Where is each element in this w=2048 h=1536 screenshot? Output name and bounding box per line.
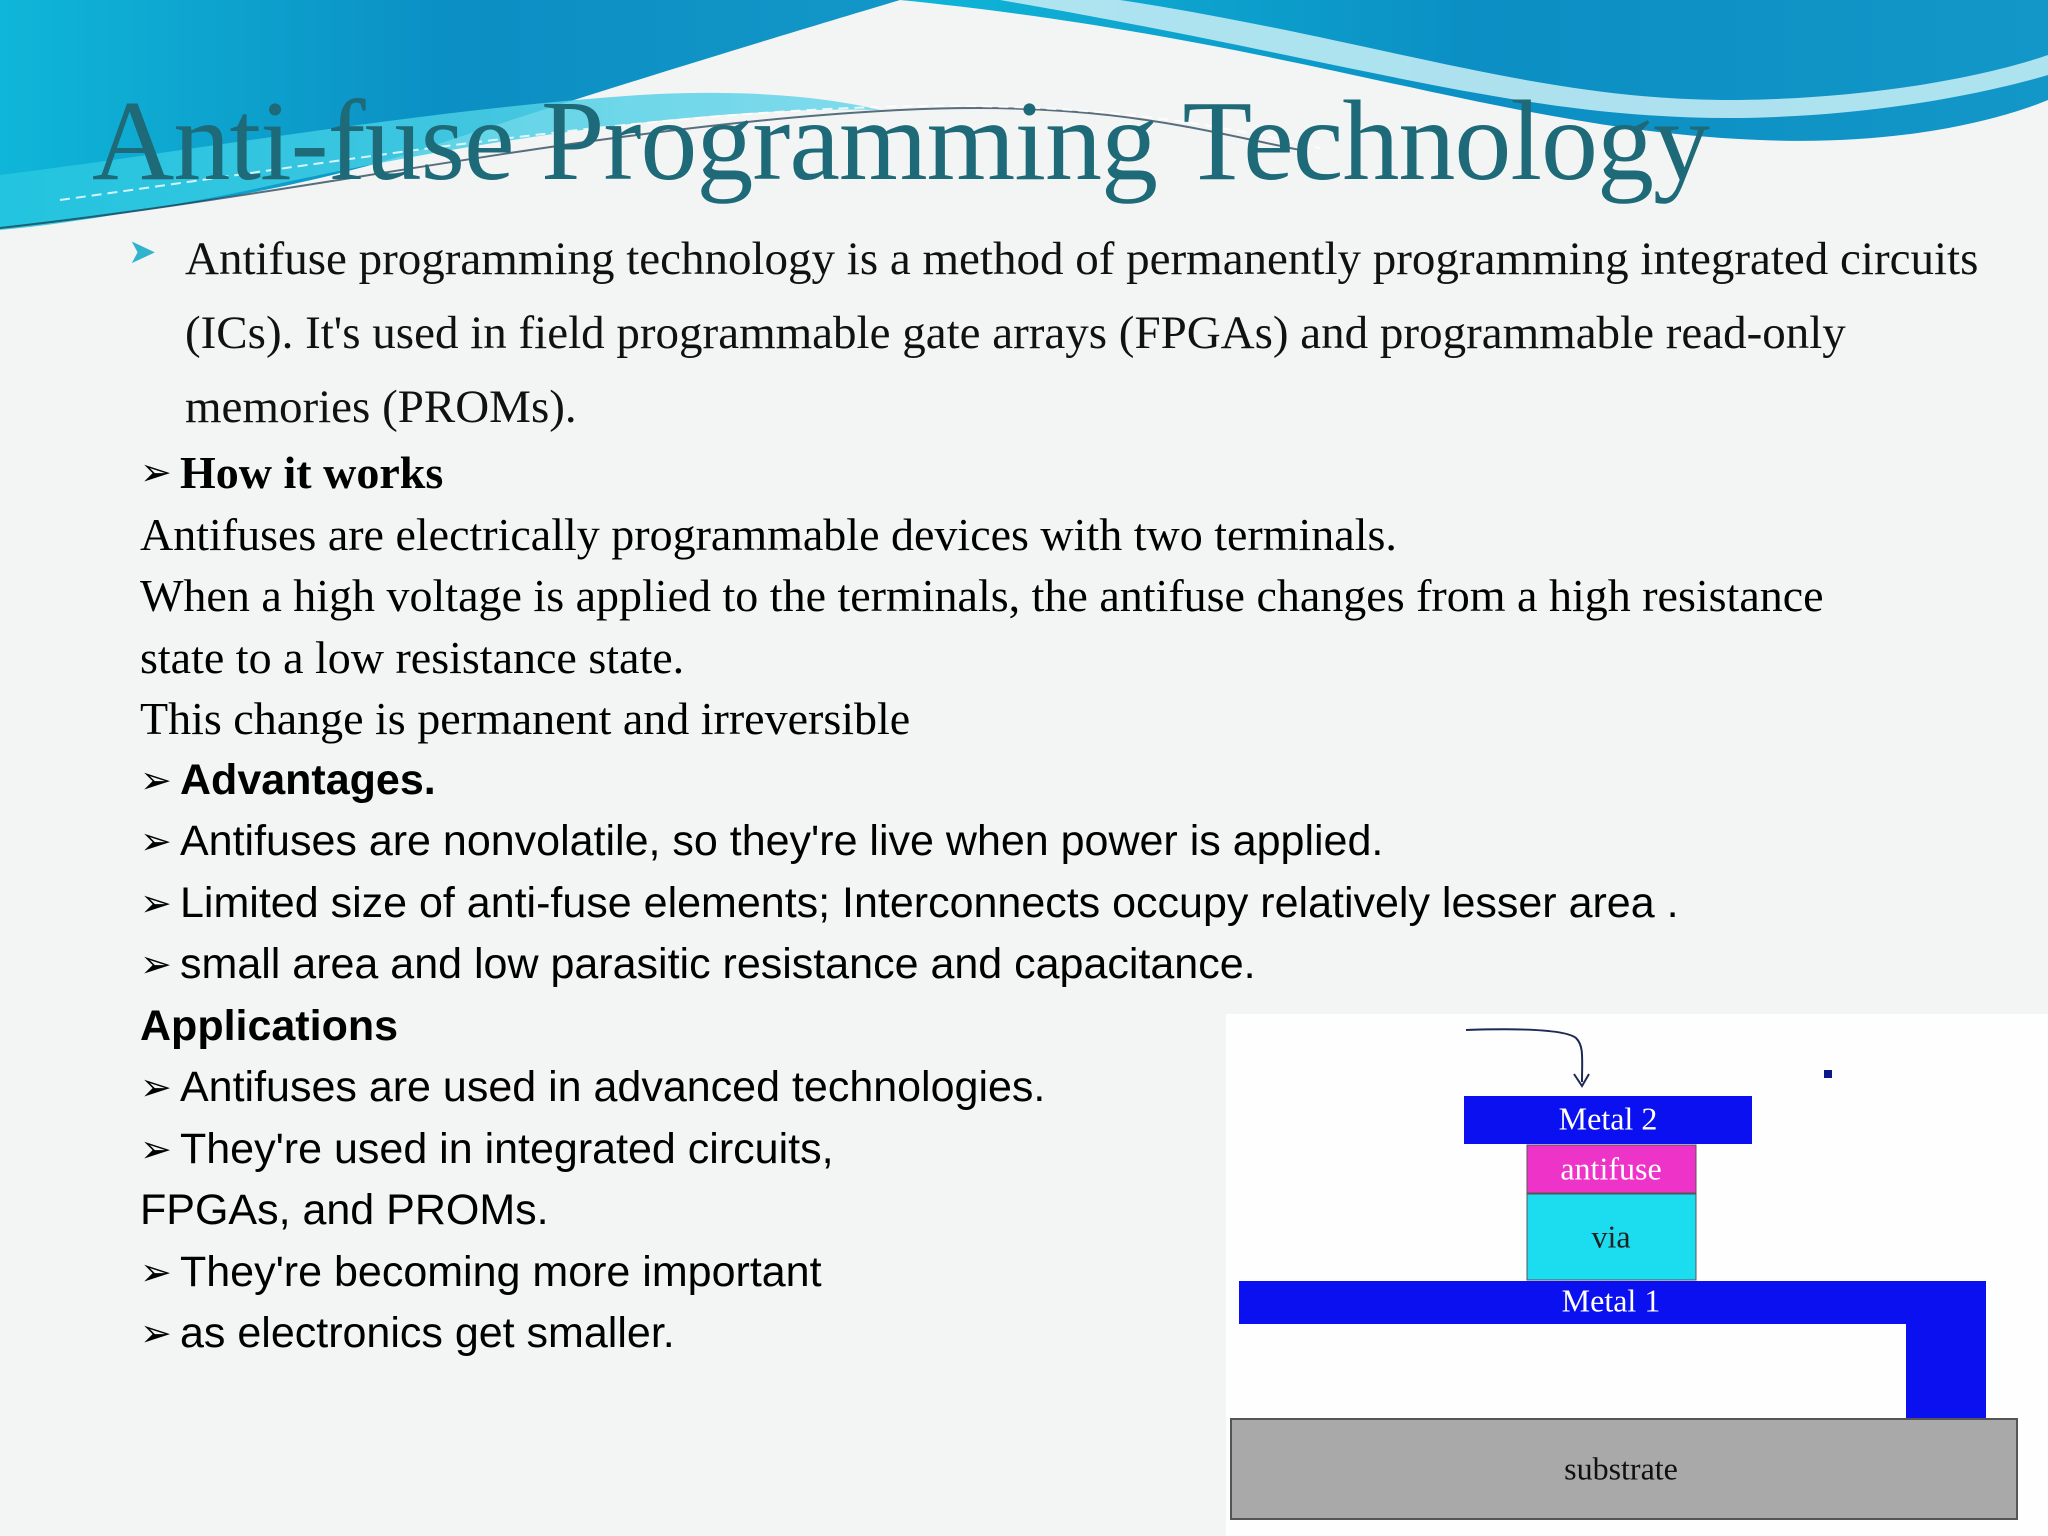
application-item: ➢ Antifuses are used in advanced technologies. — [140, 1057, 2020, 1119]
arrow-bullet-icon: ➢ — [140, 1065, 172, 1109]
how-line: Antifuses are electrically programmable devices with two terminals. — [140, 508, 1397, 560]
how-line: When a high voltage is applied to the terminals, the antifuse changes from a high resistance — [140, 570, 1824, 621]
advantages-heading-line — [140, 750, 2020, 812]
advantage-item: ➢ small area and low parasitic resistance and capacitance. — [140, 934, 2020, 996]
intro-text: Antifuse programming technology is a method of permanently programming integrated circuits (ICs). It's used in field programmable gate arrays (FPGAs) and programmable read-only memories (PROMs). — [185, 233, 1979, 433]
antifuse-structure-diagram — [1226, 1014, 2048, 1536]
via-label: via — [1591, 1218, 1631, 1255]
arrow-bullet-icon: ➢ — [140, 942, 172, 986]
antifuse-label: antifuse — [1560, 1150, 1662, 1187]
pointer-arrow — [1466, 1029, 1582, 1082]
arrow-bullet-icon: ➢ — [140, 1311, 172, 1355]
arrow-bullet-icon: ➢ — [140, 880, 172, 925]
arrow-bullet-icon: ➢ — [140, 450, 172, 494]
applications-heading: Applications — [140, 1001, 399, 1050]
arrow-bullet-icon: ➢ — [140, 1126, 172, 1171]
arrow-bullet-icon: ➢ — [140, 819, 172, 863]
slide-title: Anti-fuse Programming Technology — [92, 77, 1709, 204]
how-line: This change is permanent and irreversible — [140, 693, 911, 744]
substrate-label: substrate — [1564, 1450, 1678, 1487]
metal2-label: Metal 2 — [1558, 1100, 1658, 1137]
advantage-item: ➢ Limited size of anti-fuse elements; Interconnects occupy relatively lesser area . — [140, 873, 2020, 935]
how-line: state to a low resistance state. — [140, 631, 685, 683]
application-item: ➢ as electronics get smaller. — [140, 1303, 2020, 1365]
application-continuation: FPGAs, and PROMs. — [140, 1186, 549, 1234]
metal1-label: Metal 1 — [1561, 1282, 1661, 1319]
how-heading-line — [140, 442, 2020, 504]
arrow-bullet-icon: ➢ — [140, 757, 172, 802]
arrow-bullet-icon: ➢ — [140, 1249, 172, 1294]
advantage-item: ➢ Antifuses are nonvolatile, so they're live when power is applied. — [140, 811, 2020, 873]
bullet-arrow-icon: ➤ — [128, 232, 157, 272]
how-heading: How it works — [180, 447, 444, 498]
marker-dot — [1824, 1070, 1832, 1078]
application-item: ➢ They're used in integrated circuits, — [140, 1119, 2020, 1181]
advantages-heading: Advantages. — [180, 755, 436, 804]
intro-bullet — [128, 222, 1988, 444]
application-item: ➢ They're becoming more important — [140, 1242, 2020, 1304]
